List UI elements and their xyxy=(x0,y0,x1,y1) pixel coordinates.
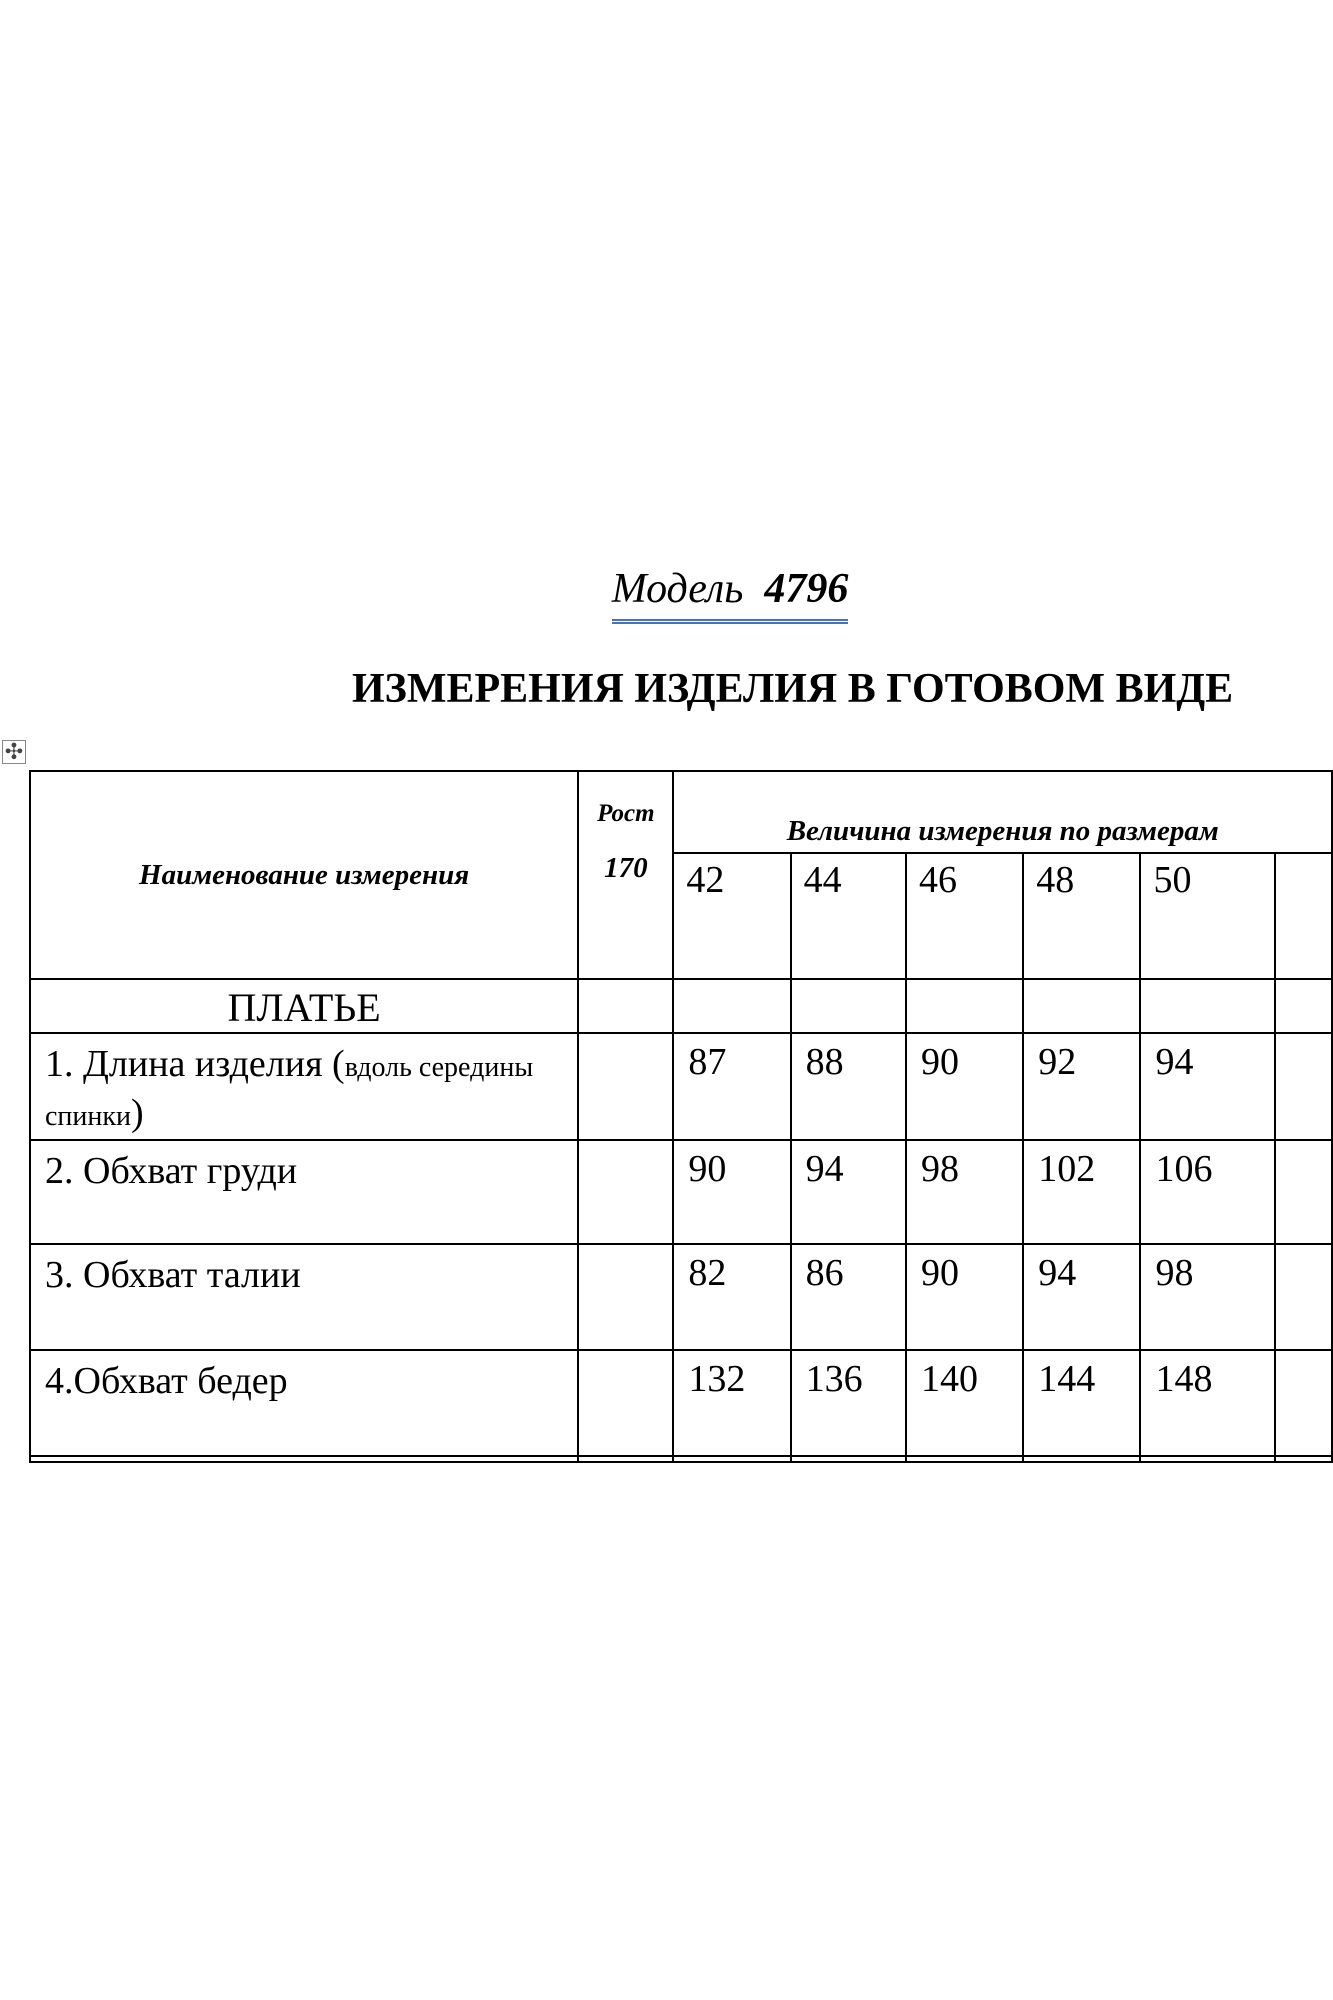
header-measurement-name: Наименование измерения xyxy=(30,771,578,979)
value-cell: 87 xyxy=(673,1033,790,1140)
value-cell: 90 xyxy=(906,1033,1023,1140)
model-number: 4796 xyxy=(764,566,849,612)
section-row xyxy=(30,979,1332,1033)
measurements-table xyxy=(29,770,1333,1463)
size-header-cell: 46 xyxy=(906,853,1023,979)
value-cell: 94 xyxy=(1023,1244,1140,1350)
empty-cell xyxy=(673,1456,790,1462)
size-header-cell-empty xyxy=(1275,853,1332,979)
table-row xyxy=(30,1350,1332,1456)
empty-cell xyxy=(906,979,1023,1033)
value-cell: 136 xyxy=(791,1350,906,1456)
value-cell: 148 xyxy=(1140,1350,1274,1456)
header-height-label: Рост xyxy=(597,800,655,827)
empty-cell xyxy=(1023,979,1140,1033)
header-sizes-label: Величина измерения по размерам xyxy=(673,771,1332,853)
value-cell: 132 xyxy=(673,1350,790,1456)
value-cell: 106 xyxy=(1140,1140,1274,1244)
empty-cell xyxy=(1140,979,1274,1033)
empty-cell xyxy=(578,1033,673,1140)
empty-cell xyxy=(578,1140,673,1244)
empty-cell xyxy=(1275,1140,1332,1244)
empty-cell xyxy=(673,979,790,1033)
size-header-cell: 48 xyxy=(1023,853,1140,979)
table-row xyxy=(30,1140,1332,1244)
row-label: 4.Обхват бедер xyxy=(30,1350,578,1456)
empty-cell xyxy=(791,1456,906,1462)
empty-cell xyxy=(791,979,906,1033)
row-label: 2. Обхват груди xyxy=(30,1140,578,1244)
section-title: ПЛАТЬЕ xyxy=(30,979,578,1033)
empty-cell xyxy=(1275,1350,1332,1456)
value-cell: 102 xyxy=(1023,1140,1140,1244)
empty-cell xyxy=(1140,1456,1274,1462)
value-cell: 94 xyxy=(791,1140,906,1244)
value-cell: 86 xyxy=(791,1244,906,1350)
empty-cell xyxy=(30,1456,578,1462)
value-cell: 140 xyxy=(906,1350,1023,1456)
value-cell: 94 xyxy=(1140,1033,1274,1140)
model-label: Модель xyxy=(611,566,744,612)
header-height xyxy=(578,771,673,979)
empty-cell xyxy=(1275,1244,1332,1350)
size-header-cell: 44 xyxy=(791,853,906,979)
empty-cell xyxy=(1023,1456,1140,1462)
header-height-value: 170 xyxy=(604,852,648,884)
value-cell: 144 xyxy=(1023,1350,1140,1456)
value-cell: 90 xyxy=(673,1140,790,1244)
empty-cell xyxy=(906,1456,1023,1462)
value-cell: 98 xyxy=(1140,1244,1274,1350)
empty-cell xyxy=(1275,1456,1332,1462)
empty-cell xyxy=(1275,1033,1332,1140)
value-cell: 92 xyxy=(1023,1033,1140,1140)
value-cell: 98 xyxy=(906,1140,1023,1244)
table-row xyxy=(30,1244,1332,1350)
size-header-cell: 42 xyxy=(673,853,790,979)
table-row xyxy=(30,1033,1332,1140)
empty-cell xyxy=(578,1244,673,1350)
model-title xyxy=(0,565,1333,624)
value-cell: 82 xyxy=(673,1244,790,1350)
table-move-handle-icon[interactable]: ✣ xyxy=(2,740,26,764)
empty-cell xyxy=(578,979,673,1033)
model-title-underline xyxy=(612,565,849,624)
table-row-cut xyxy=(30,1456,1332,1462)
empty-cell xyxy=(578,1456,673,1462)
value-cell: 90 xyxy=(906,1244,1023,1350)
size-header-cell: 50 xyxy=(1140,853,1274,979)
empty-cell xyxy=(1275,979,1332,1033)
empty-cell xyxy=(578,1350,673,1456)
main-heading: ИЗМЕРЕНИЯ ИЗДЕЛИЯ В ГОТОВОМ ВИДЕ xyxy=(352,666,1234,712)
row-label: 3. Обхват талии xyxy=(30,1244,578,1350)
row-label: 1. Длина изделия (вдоль середины спинки) xyxy=(30,1033,578,1140)
row-label-note: вдоль середины спинки xyxy=(45,1052,534,1133)
value-cell: 88 xyxy=(791,1033,906,1140)
